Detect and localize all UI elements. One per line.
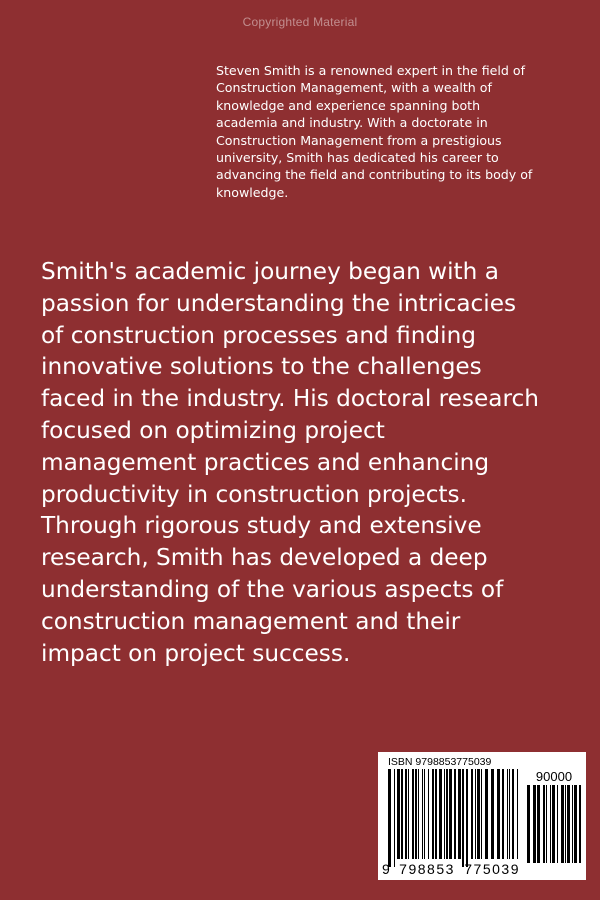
price-addon-barcode-bars [527,785,581,871]
author-bio-paragraph: Steven Smith is a renowned expert in the field of Construction Management, with a wealth of knowledge and experience spanning both academia and industry. With a doctorate in Construction Management from a prestigious university, Smith has dedicated his career to advancing the field and contributing to its body of knowledge. [216,63,533,200]
ean13-barcode-bars [388,769,522,867]
ean-left-digits: 798853 [399,861,455,877]
ean-right-digits: 775039 [464,861,520,877]
ean-digits [382,861,520,877]
book-description-paragraph: Smith's academic journey began with a passion for understanding the intricacies of construction processes and finding innovative solutions to the challenges faced in the industry. His doctoral research focused on optimizing project management practices and enhancing productivity in construction projects. Through rigorous study and extensive research, Smith has developed a deep understanding of the various aspects of construction management and their impact on project success. [41,258,539,667]
isbn-barcode-box [378,752,586,880]
price-code: 90000 [535,769,573,784]
copyright-watermark: Copyrighted Material [242,15,358,29]
isbn-label: ISBN 9798853775039 [388,756,492,768]
ean-first-digit: 9 [382,861,390,877]
